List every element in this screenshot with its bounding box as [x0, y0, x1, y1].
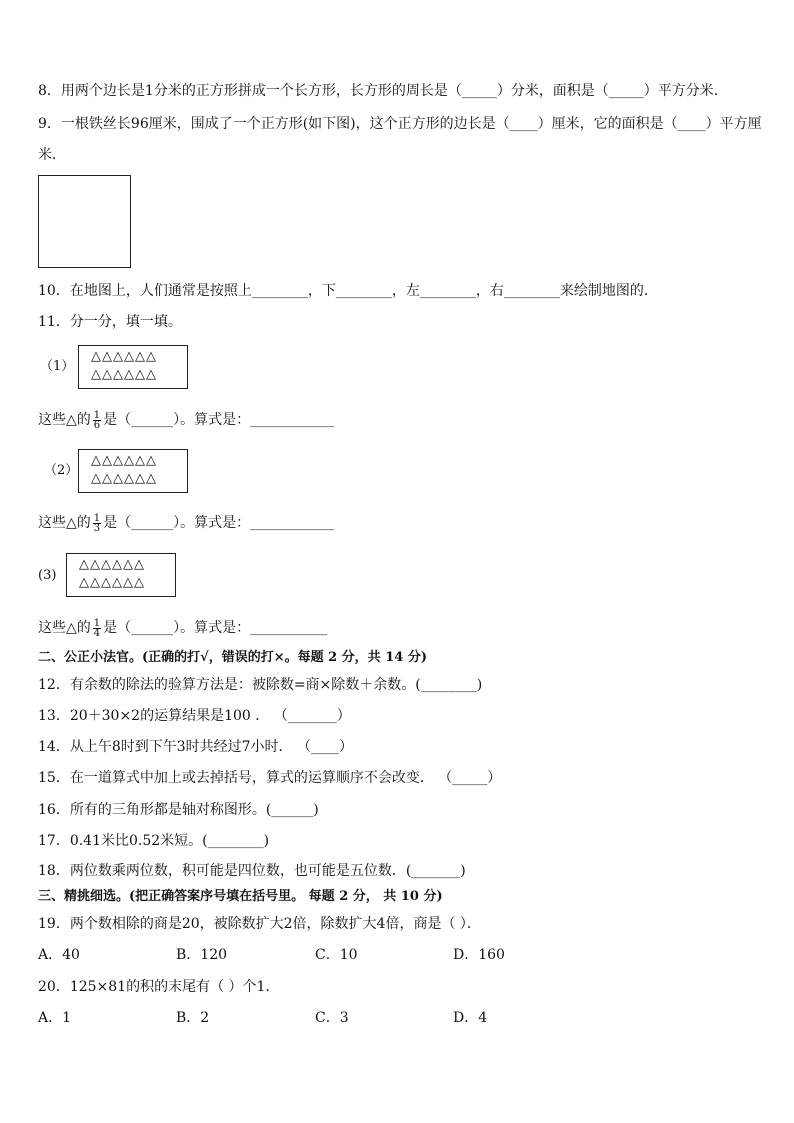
question-8: 8．用两个边长是1分米的正方形拼成一个长方形，长方形的周长是（_____）分米，面积是（_____）平方分米． [38, 83, 728, 99]
question-19: 19．两个数相除的商是20，被除数扩大2倍，除数扩大4倍，商是（ ）． [38, 916, 481, 932]
triangle-box-3 [66, 553, 176, 597]
part-2-question [38, 513, 334, 533]
question-10: 10．在地图上，人们通常是按照上________，下________，左________，右________来绘制地图的． [38, 283, 658, 299]
question-13: 13．20＋30×2的运算结果是100 ． （_______） [38, 708, 351, 724]
question-9-line1: 9．一根铁丝长96厘米，围成了一个正方形(如下图)，这个正方形的边长是（____）厘米，它的面积是（____）平方厘 [38, 116, 762, 132]
question-20: 20．125×81的积的末尾有（ ）个1． [38, 979, 280, 995]
question-16: 16．所有的三角形都是轴对称图形。(______) [38, 802, 319, 818]
triangle-row: △△△△△△ [79, 557, 145, 572]
part-suffix: 是（______）。算式是：___________ [103, 620, 328, 636]
part-prefix: 这些△的 [38, 620, 91, 636]
fraction [93, 514, 101, 533]
triangle-row: △△△△△△ [91, 471, 157, 486]
fraction-denominator: 6 [93, 419, 101, 431]
fraction [93, 619, 101, 638]
part-2-label: （2） [44, 463, 79, 478]
part-3-question [38, 618, 327, 638]
q19-option-c[interactable]: C．10 [315, 947, 358, 963]
q19-option-a[interactable]: A．40 [38, 947, 80, 963]
question-18: 18．两位数乘两位数，积可能是四位数，也可能是五位数．(_______) [38, 863, 466, 879]
square-figure [38, 175, 131, 268]
q20-option-a[interactable]: A．1 [38, 1010, 72, 1026]
triangle-box-2 [78, 449, 188, 493]
section-2-heading: 二、公正小法官。(正确的打√，错误的打×。每题 2 分，共 14 分) [38, 650, 427, 665]
triangle-row: △△△△△△ [91, 453, 157, 468]
fraction-denominator: 3 [93, 522, 101, 534]
triangle-row: △△△△△△ [91, 349, 157, 364]
q19-option-b[interactable]: B．120 [176, 947, 228, 963]
question-9-line2: 米． [38, 147, 66, 163]
part-suffix: 是（______）。算式是：____________ [103, 412, 335, 428]
q20-option-c[interactable]: C．3 [315, 1010, 349, 1026]
triangle-row: △△△△△△ [91, 367, 157, 382]
fraction-numerator: 1 [93, 409, 101, 421]
question-14: 14．从上午8时到下午3时共经过7小时． （____） [38, 739, 353, 755]
part-suffix: 是（______）。算式是：____________ [103, 515, 335, 531]
question-11: 11．分一分，填一填。 [38, 314, 182, 330]
q19-option-d[interactable]: D．160 [453, 947, 505, 963]
q20-option-b[interactable]: B．2 [176, 1010, 210, 1026]
fraction-numerator: 1 [93, 512, 101, 524]
section-3-heading: 三、精挑细选。(把正确答案序号填在括号里。 每题 2 分， 共 10 分) [38, 889, 443, 904]
part-prefix: 这些△的 [38, 515, 91, 531]
fraction-numerator: 1 [93, 617, 101, 629]
q20-option-d[interactable]: D．4 [453, 1010, 488, 1026]
part-1-question [38, 410, 334, 430]
triangle-row: △△△△△△ [79, 575, 145, 590]
part-prefix: 这些△的 [38, 412, 91, 428]
fraction-denominator: 4 [93, 627, 101, 639]
question-15: 15．在一道算式中加上或去掉括号，算式的运算顺序不会改变． （_____） [38, 770, 502, 786]
part-1-label: （1） [40, 359, 75, 374]
question-17: 17．0.41米比0.52米短。(________) [38, 833, 270, 849]
triangle-box-1 [78, 345, 188, 389]
part-3-label: (3) [38, 568, 57, 583]
fraction [93, 411, 101, 430]
question-12: 12．有余数的除法的验算方法是：被除数=商×除数＋余数。(________) [38, 677, 483, 693]
